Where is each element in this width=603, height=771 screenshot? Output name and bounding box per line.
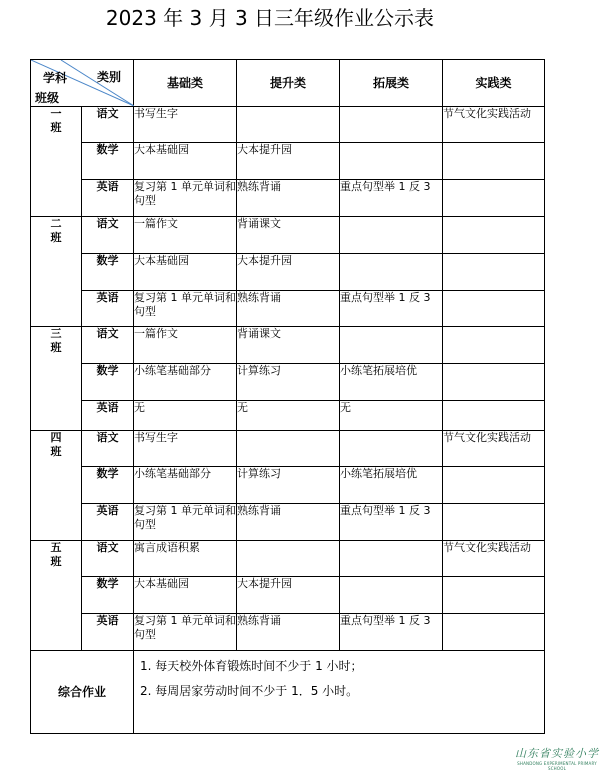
homework-cell: 大本基础园 bbox=[134, 577, 237, 614]
subject-row bbox=[31, 107, 545, 143]
homework-cell: 一篇作文 bbox=[134, 217, 237, 254]
homework-cell bbox=[340, 217, 443, 254]
subject-row bbox=[31, 180, 545, 217]
homework-cell bbox=[237, 431, 340, 467]
homework-cell: 复习第 1 单元单词和句型 bbox=[134, 180, 237, 217]
subject-row bbox=[31, 431, 545, 467]
subject-cell: 数学 bbox=[82, 364, 134, 401]
subject-row bbox=[31, 467, 545, 504]
homework-cell bbox=[340, 431, 443, 467]
homework-cell: 大本提升园 bbox=[237, 143, 340, 180]
homework-cell: 计算练习 bbox=[237, 364, 340, 401]
subject-row bbox=[31, 217, 545, 254]
subject-cell: 数学 bbox=[82, 254, 134, 291]
subject-cell: 语文 bbox=[82, 327, 134, 364]
homework-table bbox=[30, 59, 545, 734]
corner-class-label: 班级 bbox=[35, 91, 60, 105]
homework-cell: 书写生字 bbox=[134, 431, 237, 467]
homework-cell: 计算练习 bbox=[237, 467, 340, 504]
subject-cell: 语文 bbox=[82, 107, 134, 143]
comprehensive-items bbox=[134, 651, 545, 734]
homework-cell: 小练笔基础部分 bbox=[134, 364, 237, 401]
subject-cell: 英语 bbox=[82, 401, 134, 431]
corner-subject-label: 学科 bbox=[43, 71, 68, 85]
subject-cell: 英语 bbox=[82, 504, 134, 541]
homework-cell: 无 bbox=[134, 401, 237, 431]
logo-name-en: SHANDONG EXPERIMENTAL PRIMARY SCHOOL bbox=[517, 761, 597, 771]
subject-row bbox=[31, 291, 545, 327]
homework-cell: 大本基础园 bbox=[134, 254, 237, 291]
homework-cell: 背诵课文 bbox=[237, 217, 340, 254]
homework-cell: 重点句型举 1 反 3 bbox=[340, 504, 443, 541]
homework-cell bbox=[443, 577, 545, 614]
subject-row bbox=[31, 541, 545, 577]
homework-cell bbox=[443, 614, 545, 651]
comprehensive-label: 综合作业 bbox=[31, 651, 134, 734]
homework-cell: 熟练背诵 bbox=[237, 180, 340, 217]
class-name-cell: 五 班 bbox=[31, 541, 82, 651]
homework-cell: 无 bbox=[340, 401, 443, 431]
subject-cell: 英语 bbox=[82, 180, 134, 217]
homework-cell: 大本提升园 bbox=[237, 577, 340, 614]
subject-row bbox=[31, 364, 545, 401]
homework-cell: 寓言成语积累 bbox=[134, 541, 237, 577]
subject-row bbox=[31, 401, 545, 431]
homework-cell bbox=[340, 254, 443, 291]
homework-cell: 一篇作文 bbox=[134, 327, 237, 364]
header-row bbox=[31, 60, 545, 107]
homework-cell bbox=[237, 107, 340, 143]
subject-cell: 数学 bbox=[82, 467, 134, 504]
homework-cell bbox=[443, 254, 545, 291]
homework-cell bbox=[443, 401, 545, 431]
subject-row bbox=[31, 143, 545, 180]
homework-cell: 大本基础园 bbox=[134, 143, 237, 180]
category-header: 拓展类 bbox=[340, 60, 443, 107]
homework-cell: 无 bbox=[237, 401, 340, 431]
homework-cell bbox=[237, 541, 340, 577]
homework-cell: 小练笔拓展培优 bbox=[340, 364, 443, 401]
homework-cell: 节气文化实践活动 bbox=[443, 541, 545, 577]
homework-cell bbox=[443, 217, 545, 254]
homework-cell: 小练笔拓展培优 bbox=[340, 467, 443, 504]
page-title: 2023 年 3 月 3 日三年级作业公示表 bbox=[105, 6, 435, 30]
subject-row bbox=[31, 327, 545, 364]
category-header: 基础类 bbox=[134, 60, 237, 107]
subject-cell: 数学 bbox=[82, 577, 134, 614]
homework-cell: 节气文化实践活动 bbox=[443, 431, 545, 467]
comprehensive-item: 1. 每天校外体育锻炼时间不少于 1 小时； bbox=[140, 659, 363, 673]
homework-cell: 重点句型举 1 反 3 bbox=[340, 291, 443, 327]
homework-cell bbox=[340, 577, 443, 614]
subject-cell: 数学 bbox=[82, 143, 134, 180]
homework-cell: 复习第 1 单元单词和句型 bbox=[134, 504, 237, 541]
subject-cell: 英语 bbox=[82, 614, 134, 651]
subject-cell: 语文 bbox=[82, 541, 134, 577]
homework-cell bbox=[340, 541, 443, 577]
category-header: 提升类 bbox=[237, 60, 340, 107]
homework-cell bbox=[340, 327, 443, 364]
class-name-cell: 四 班 bbox=[31, 431, 82, 541]
homework-cell: 大本提升园 bbox=[237, 254, 340, 291]
school-logo bbox=[515, 745, 599, 771]
homework-cell bbox=[340, 107, 443, 143]
subject-row bbox=[31, 614, 545, 651]
homework-cell: 背诵课文 bbox=[237, 327, 340, 364]
homework-cell bbox=[443, 180, 545, 217]
class-name-cell: 一 班 bbox=[31, 107, 82, 217]
subject-cell: 英语 bbox=[82, 291, 134, 327]
homework-cell bbox=[340, 143, 443, 180]
homework-cell: 重点句型举 1 反 3 bbox=[340, 614, 443, 651]
homework-cell bbox=[443, 364, 545, 401]
homework-cell bbox=[443, 504, 545, 541]
category-header: 实践类 bbox=[443, 60, 545, 107]
corner-type-label: 类别 bbox=[97, 70, 122, 84]
homework-cell: 熟练背诵 bbox=[237, 504, 340, 541]
homework-cell bbox=[443, 467, 545, 504]
subject-row bbox=[31, 504, 545, 541]
class-name-cell: 二 班 bbox=[31, 217, 82, 327]
subject-cell: 语文 bbox=[82, 217, 134, 254]
homework-cell: 重点句型举 1 反 3 bbox=[340, 180, 443, 217]
subject-cell: 语文 bbox=[82, 431, 134, 467]
subject-row bbox=[31, 577, 545, 614]
homework-cell: 节气文化实践活动 bbox=[443, 107, 545, 143]
homework-cell bbox=[443, 327, 545, 364]
logo-name-cn: 山东省实验小学 bbox=[515, 747, 599, 760]
homework-cell: 复习第 1 单元单词和句型 bbox=[134, 614, 237, 651]
class-name-cell: 三 班 bbox=[31, 327, 82, 431]
homework-cell: 熟练背诵 bbox=[237, 614, 340, 651]
homework-cell: 复习第 1 单元单词和句型 bbox=[134, 291, 237, 327]
subject-row bbox=[31, 254, 545, 291]
header-corner-cell bbox=[31, 60, 134, 107]
homework-cell: 书写生字 bbox=[134, 107, 237, 143]
homework-cell bbox=[443, 143, 545, 180]
comprehensive-row bbox=[31, 651, 545, 734]
homework-cell: 熟练背诵 bbox=[237, 291, 340, 327]
homework-cell: 小练笔基础部分 bbox=[134, 467, 237, 504]
comprehensive-item: 2. 每周居家劳动时间不少于 1．5 小时。 bbox=[140, 684, 359, 698]
homework-cell bbox=[443, 291, 545, 327]
